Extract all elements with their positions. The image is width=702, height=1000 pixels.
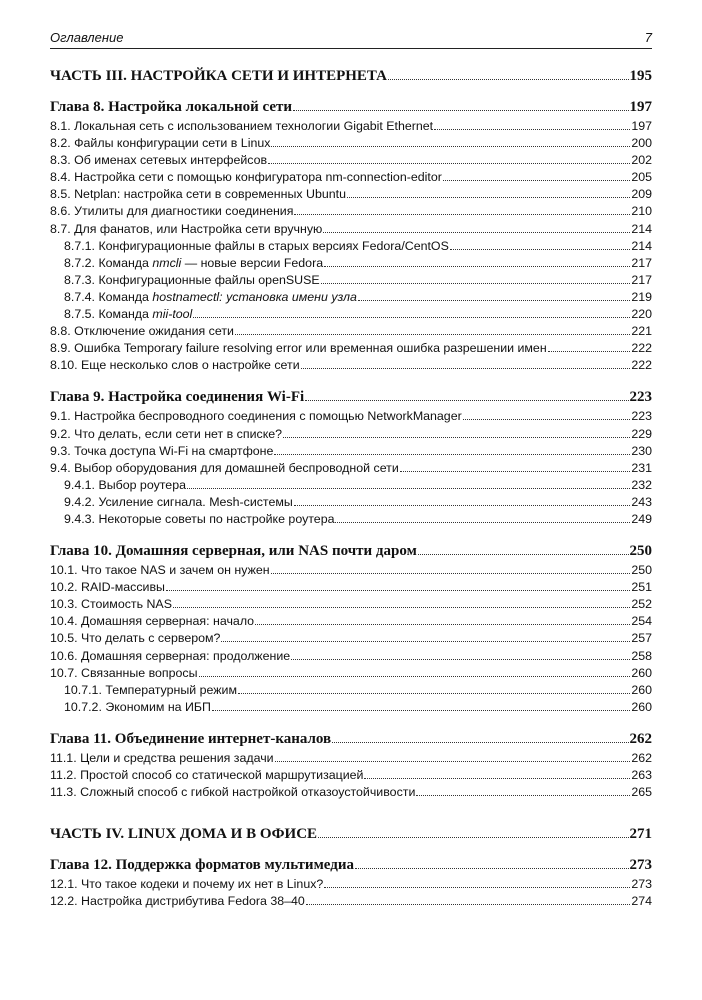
toc-entry-title: 9.4.3. Некоторые советы по настройке роутера <box>64 511 335 526</box>
toc-page-number: 210 <box>631 204 652 219</box>
toc-page-number: 250 <box>629 543 652 560</box>
toc-entry-title-suffix: — новые версии Fedora <box>181 255 324 270</box>
toc-entry-title: 11.1. Цели и средства решения задачи <box>50 750 274 765</box>
toc-page-number: 252 <box>631 597 652 612</box>
toc-section-entry <box>50 579 652 596</box>
toc-entry-title: 11.2. Простой способ со статической маршрутизацией <box>50 768 364 782</box>
dot-leader <box>294 505 631 506</box>
toc-section-entry <box>50 562 652 579</box>
toc-chapter-entry <box>50 542 652 561</box>
header-title: Оглавление <box>50 30 124 45</box>
toc-entry-title: Глава 10. Домашняя серверная, или NAS почти даром <box>50 543 417 560</box>
toc-page-number: 214 <box>631 238 652 253</box>
toc-entry-title: ЧАСТЬ IV. LINUX ДОМА И В ОФИСЕ <box>50 826 318 843</box>
toc-subsection-entry <box>50 494 652 511</box>
toc-entry-title: 8.7.3. Конфигурационные файлы openSUSE <box>64 272 320 287</box>
dot-leader <box>221 641 630 642</box>
toc-part-entry <box>50 67 652 86</box>
toc-page-number: 222 <box>631 341 652 356</box>
toc-page-number: 197 <box>629 99 652 115</box>
toc-section-entry <box>50 876 652 893</box>
toc-section-entry <box>50 630 652 647</box>
toc-entry-title: 9.4. Выбор оборудования для домашней беспроводной сети <box>50 460 399 475</box>
toc-section-entry <box>50 665 652 682</box>
toc-entry-title-prefix: 8.7.5. Команда <box>64 307 153 322</box>
toc-page-number: 217 <box>631 255 652 270</box>
toc-page-number: 262 <box>629 730 652 747</box>
toc-page-number: 258 <box>631 648 652 663</box>
toc-entry-title <box>64 289 357 306</box>
dot-leader <box>355 868 629 869</box>
toc-page-number: 231 <box>631 460 652 475</box>
toc-page-number: 260 <box>631 665 652 680</box>
dot-leader <box>324 266 630 267</box>
toc-page-number: 222 <box>631 358 652 373</box>
toc-entry-title: 10.4. Домашняя серверная: начало <box>50 614 255 629</box>
toc-section-entry <box>50 323 652 340</box>
toc-chapter-entry <box>50 856 652 875</box>
toc-page-number: 230 <box>631 443 652 458</box>
toc-entry-title: 10.1. Что такое NAS и зачем он нужен <box>50 563 270 578</box>
toc-entry-title <box>64 255 323 272</box>
toc-subsection-entry <box>50 511 652 528</box>
toc-entry-title: 10.7.1. Температурный режим <box>64 682 237 697</box>
toc-page-number: 251 <box>631 580 652 595</box>
toc-entry-title: 9.1. Настройка беспроводного соединения с помощью NetworkManager <box>50 409 462 424</box>
dot-leader <box>306 904 630 905</box>
running-header <box>50 30 652 49</box>
toc-subsection-entry <box>50 477 652 494</box>
dot-leader <box>199 676 631 677</box>
toc-page-number: 223 <box>629 389 652 406</box>
toc-page-number: 243 <box>631 494 652 509</box>
dot-leader <box>294 214 630 215</box>
dot-leader <box>271 146 630 147</box>
toc-page-number: 274 <box>631 894 652 909</box>
toc-entry-title: 8.7. Для фанатов, или Настройка сети вручную <box>50 221 323 236</box>
dot-leader <box>173 607 630 608</box>
dot-leader <box>291 659 630 660</box>
toc-section-entry <box>50 203 652 220</box>
dot-leader <box>271 573 631 574</box>
toc-section-entry <box>50 169 652 186</box>
dot-leader <box>318 837 628 838</box>
dot-leader <box>212 710 630 711</box>
toc-entry-title-prefix: 8.7.4. Команда <box>64 289 153 304</box>
dot-leader <box>364 778 630 779</box>
toc-part-entry <box>50 825 652 844</box>
toc-entry-title: 10.2. RAID-массивы <box>50 580 165 595</box>
toc-section-entry <box>50 221 652 238</box>
toc-entry-title: 8.7.1. Конфигурационные файлы в старых версиях Fedora/CentOS <box>64 238 449 253</box>
toc-chapter-entry <box>50 98 652 117</box>
toc-entry-title: 10.5. Что делать с сервером? <box>50 631 221 646</box>
toc-entry-title: 9.4.2. Усиление сигнала. Mesh-системы <box>64 494 293 509</box>
toc-entry-title: 8.2. Файлы конфигурации сети в Linux <box>50 136 271 151</box>
dot-leader <box>418 554 629 555</box>
dot-leader <box>283 437 630 438</box>
toc-page-number: 220 <box>631 307 652 322</box>
toc-entry-title: 11.3. Сложный способ с гибкой настройкой отказоустойчивости <box>50 785 416 800</box>
toc-entry-title: 8.8. Отключение ожидания сети <box>50 324 234 339</box>
toc-page-number: 217 <box>631 272 652 287</box>
toc-page-number: 209 <box>631 187 652 202</box>
header-page-number: 7 <box>644 30 652 45</box>
toc-entry-title: 8.9. Ошибка Temporary failure resolving error или временная ошибка разрешении имен <box>50 341 547 356</box>
toc-entry-command: mii-tool <box>152 307 193 322</box>
toc-page-number: 200 <box>631 136 652 151</box>
dot-leader <box>301 368 631 369</box>
toc-entry-title: 9.3. Точка доступа Wi-Fi на смартфоне <box>50 443 274 458</box>
toc-page-number: 273 <box>631 877 652 892</box>
toc-page-number: 263 <box>631 768 652 782</box>
toc-entry-title: 8.10. Еще несколько слов о настройке сети <box>50 358 300 373</box>
toc-section-entry <box>50 443 652 460</box>
toc-entry-title: Глава 11. Объединение интернет-каналов <box>50 730 332 747</box>
dot-leader <box>358 300 630 301</box>
dot-leader <box>332 742 628 743</box>
dot-leader <box>548 351 631 352</box>
dot-leader <box>255 624 630 625</box>
dot-leader <box>187 488 630 489</box>
toc-entry-title: 9.2. Что делать, если сети нет в списке? <box>50 426 283 441</box>
toc-page-number: 260 <box>631 682 652 697</box>
toc-section-entry <box>50 135 652 152</box>
toc-section-entry <box>50 357 652 374</box>
dot-leader <box>400 471 631 472</box>
toc-section-entry <box>50 750 652 767</box>
toc-page-number: 195 <box>629 68 652 84</box>
toc-entry-title: 8.4. Настройка сети с помощью конфигуратора nm-connection-editor <box>50 170 442 185</box>
toc-entry-title: Глава 8. Настройка локальной сети <box>50 99 292 115</box>
dot-leader <box>238 693 630 694</box>
toc-page-number: 249 <box>631 511 652 526</box>
toc-entry-title: 10.7.2. Экономим на ИБП <box>64 699 211 714</box>
toc-entry-title: 10.7. Связанные вопросы <box>50 665 198 680</box>
toc-subsection-entry <box>50 289 652 306</box>
toc-page-number: 219 <box>631 289 652 304</box>
toc-page-number: 271 <box>629 826 652 843</box>
dot-leader <box>443 180 630 181</box>
table-of-contents <box>50 67 652 910</box>
toc-page-number: 214 <box>631 221 652 236</box>
toc-entry-title: 8.5. Netplan: настройка сети в современных Ubuntu <box>50 187 346 202</box>
toc-subsection-entry <box>50 238 652 255</box>
dot-leader <box>166 590 630 591</box>
dot-leader <box>293 110 629 111</box>
toc-section-entry <box>50 784 652 801</box>
toc-entry-title: Глава 9. Настройка соединения Wi-Fi <box>50 389 305 406</box>
toc-page-number: 257 <box>631 631 652 646</box>
toc-entry-title-prefix: 8.7.2. Команда <box>64 255 153 270</box>
toc-page-number: 260 <box>631 699 652 714</box>
toc-chapter-entry <box>50 388 652 407</box>
toc-entry-command: nmcli <box>152 255 182 270</box>
toc-section-entry <box>50 118 652 135</box>
toc-page-number: 262 <box>631 750 652 765</box>
toc-page-number: 273 <box>629 857 652 874</box>
dot-leader <box>193 317 630 318</box>
dot-leader <box>347 197 630 198</box>
toc-page-number: 265 <box>631 785 652 800</box>
toc-subsection-entry <box>50 699 652 716</box>
toc-section-entry <box>50 408 652 425</box>
toc-entry-title: 12.2. Настройка дистрибутива Fedora 38–40 <box>50 894 305 909</box>
toc-entry-title: 8.6. Утилиты для диагностики соединения <box>50 204 294 219</box>
toc-entry-title: 9.4.1. Выбор роутера <box>64 477 186 492</box>
toc-section-entry <box>50 340 652 357</box>
dot-leader <box>416 795 630 796</box>
toc-entry-title: ЧАСТЬ III. НАСТРОЙКА СЕТИ И ИНТЕРНЕТА <box>50 68 388 84</box>
toc-entry-title: 8.1. Локальная сеть с использованием технологии Gigabit Ethernet <box>50 119 434 133</box>
toc-page-number: 250 <box>631 563 652 578</box>
dot-leader <box>235 334 630 335</box>
toc-section-entry <box>50 648 652 665</box>
toc-entry-title: 12.1. Что такое кодеки и почему их нет в Linux? <box>50 877 324 892</box>
toc-page-number: 229 <box>631 426 652 441</box>
toc-section-entry <box>50 426 652 443</box>
toc-subsection-entry <box>50 306 652 323</box>
dot-leader <box>323 232 630 233</box>
toc-page-number: 197 <box>631 119 652 133</box>
dot-leader <box>434 129 630 130</box>
dot-leader <box>388 79 628 80</box>
toc-section-entry <box>50 767 652 784</box>
dot-leader <box>305 400 628 401</box>
dot-leader <box>274 454 630 455</box>
dot-leader <box>268 163 630 164</box>
dot-leader <box>275 761 631 762</box>
toc-entry-title <box>64 306 192 323</box>
toc-subsection-entry <box>50 682 652 699</box>
toc-section-entry <box>50 460 652 477</box>
toc-page-number: 202 <box>631 153 652 168</box>
toc-entry-title: 10.6. Домашняя серверная: продолжение <box>50 648 291 663</box>
toc-section-entry <box>50 596 652 613</box>
toc-entry-title: 10.3. Стоимость NAS <box>50 597 172 612</box>
toc-section-entry <box>50 613 652 630</box>
toc-section-entry <box>50 893 652 910</box>
toc-subsection-entry <box>50 255 652 272</box>
dot-leader <box>335 522 630 523</box>
dot-leader <box>463 419 631 420</box>
toc-page-number: 232 <box>631 477 652 492</box>
toc-section-entry <box>50 152 652 169</box>
toc-page-number: 254 <box>631 614 652 629</box>
dot-leader <box>324 887 630 888</box>
dot-leader <box>321 283 631 284</box>
toc-section-entry <box>50 186 652 203</box>
toc-entry-title: Глава 12. Поддержка форматов мультимедиа <box>50 857 354 874</box>
toc-entry-title: 8.3. Об именах сетевых интерфейсов <box>50 153 268 168</box>
dot-leader <box>450 249 630 250</box>
toc-page-number: 205 <box>631 170 652 185</box>
toc-subsection-entry <box>50 272 652 289</box>
toc-page-number: 221 <box>631 324 652 339</box>
toc-page-number: 223 <box>631 409 652 424</box>
toc-entry-command: hostnamectl: установка имени узла <box>152 289 357 304</box>
toc-chapter-entry <box>50 730 652 749</box>
